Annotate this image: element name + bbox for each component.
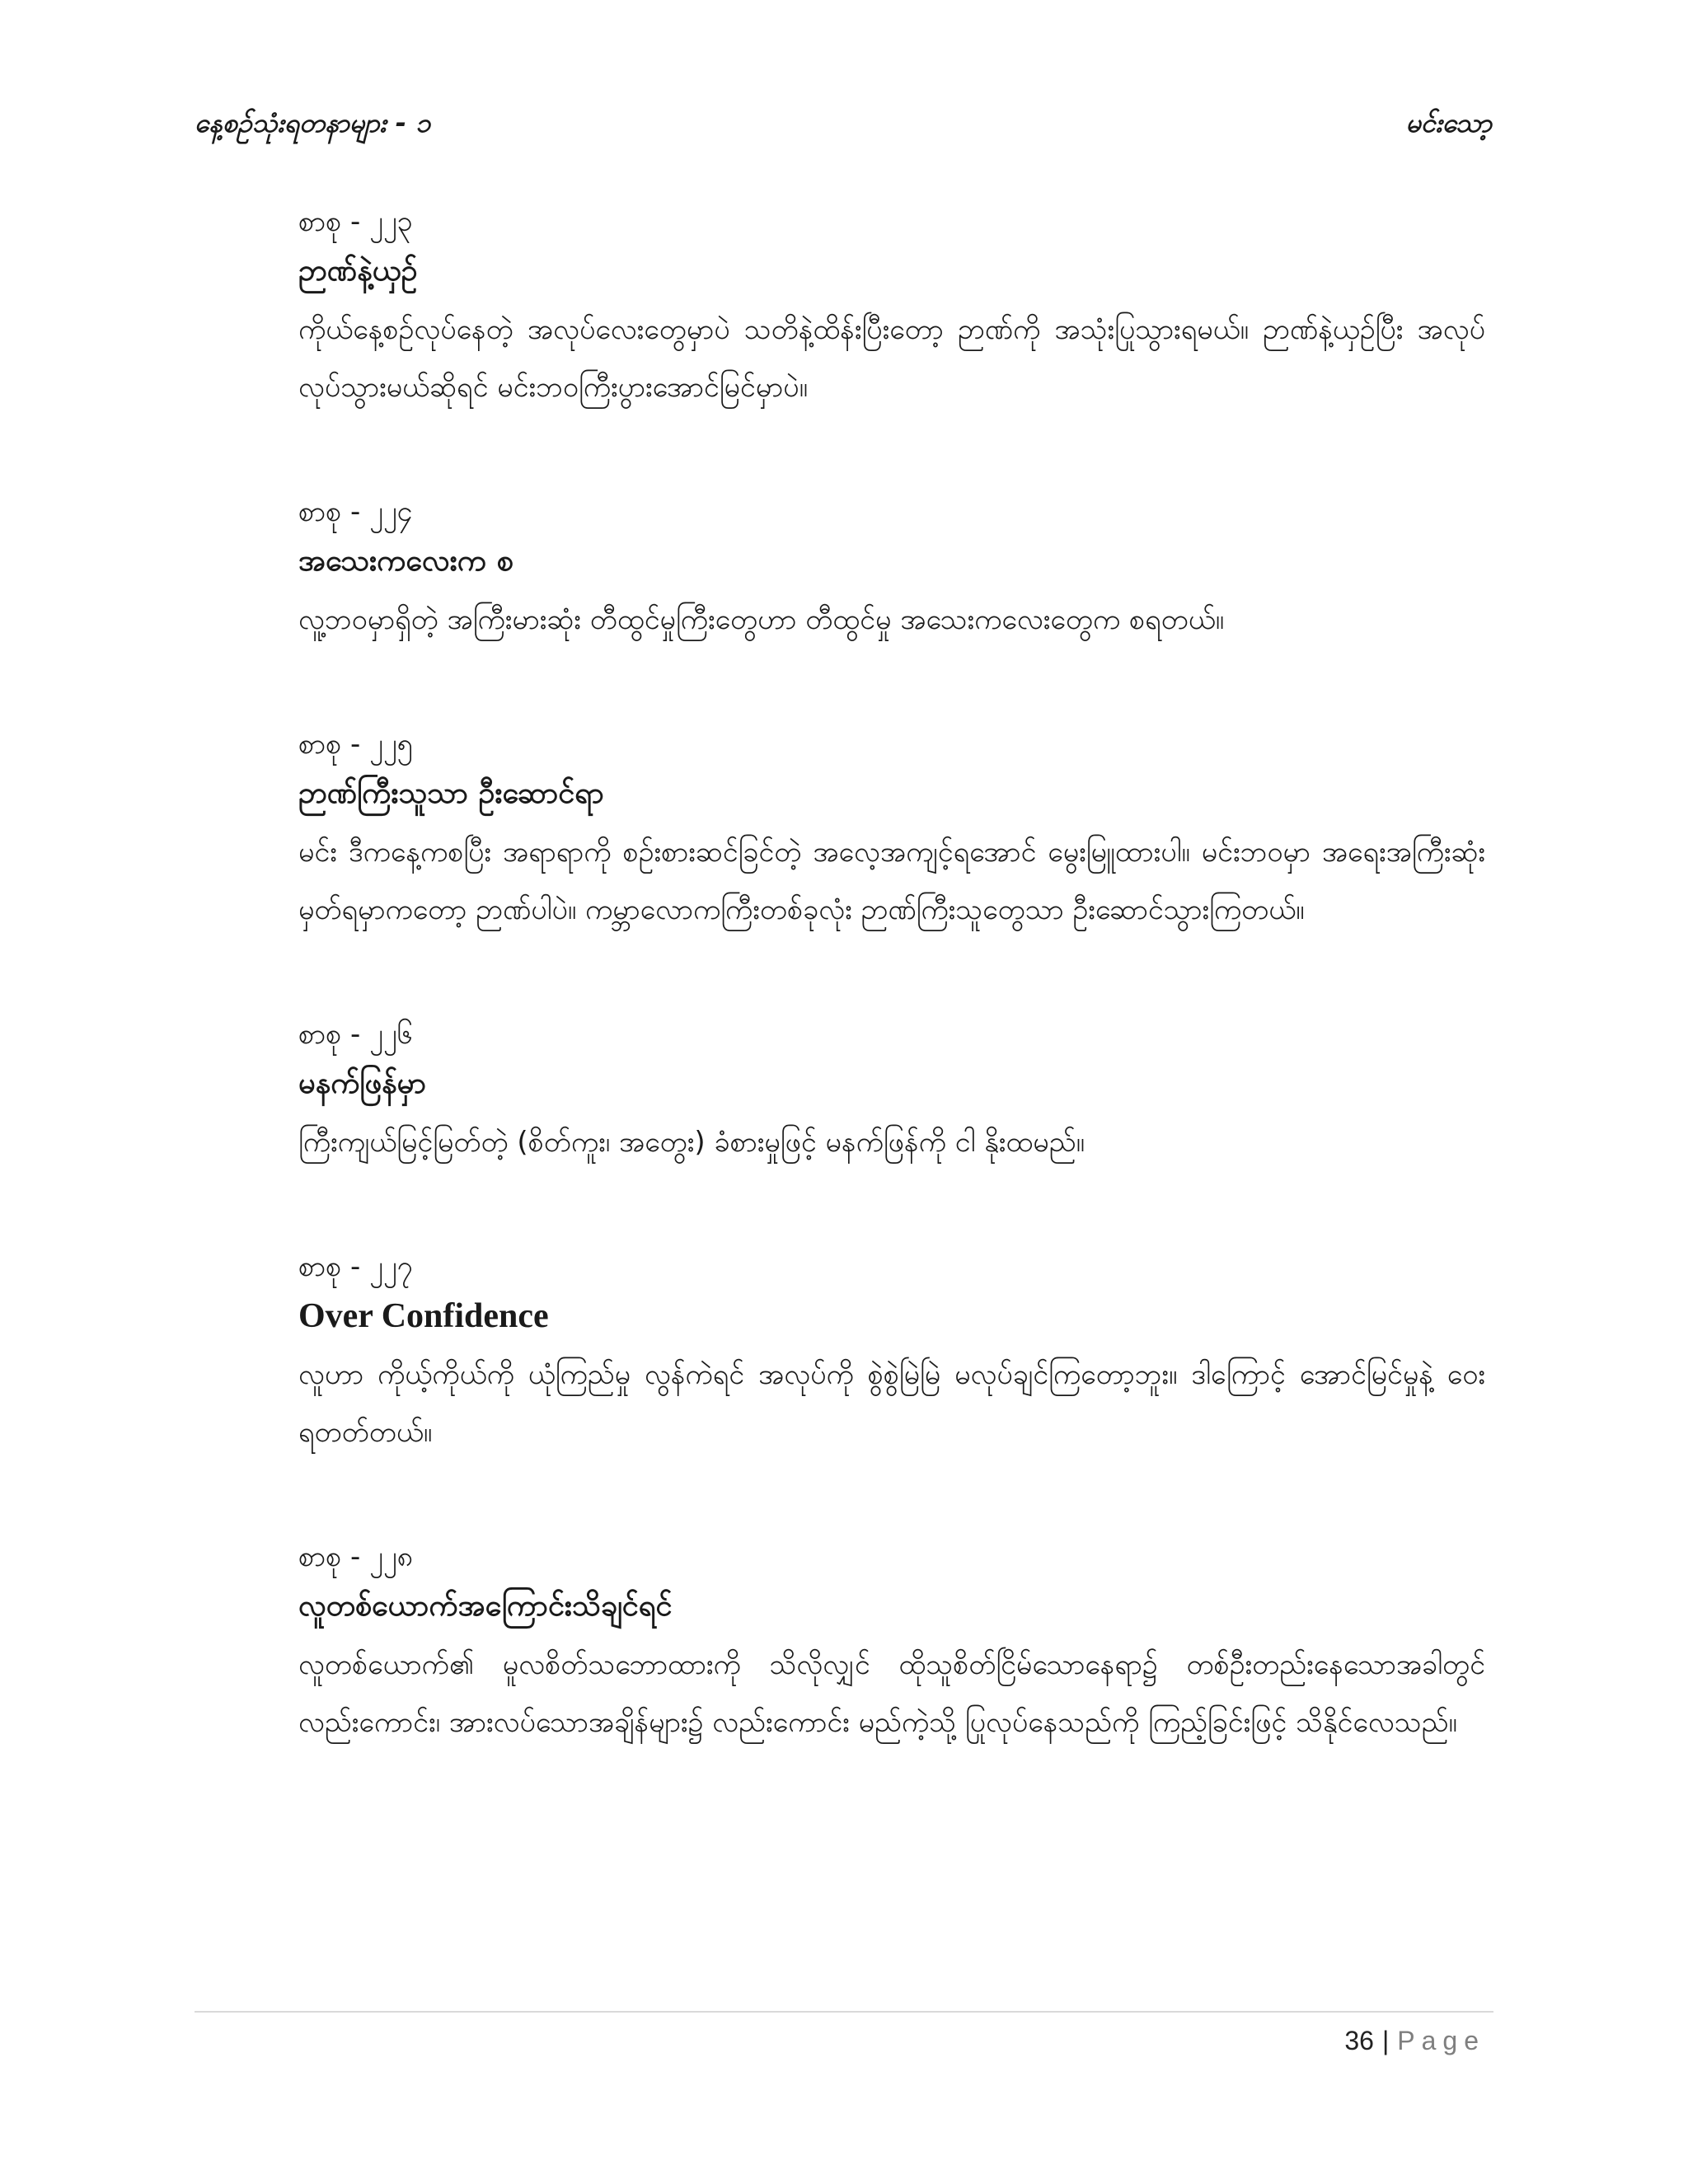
entry-title: Over Confidence (298, 1297, 549, 1335)
entry-title: ဉာဏ်နဲ့ယှဉ် (298, 254, 418, 288)
entry-number: စာစု - ၂၂၃ (298, 205, 413, 238)
page-content (298, 202, 1485, 1827)
running-header-author: မင်းသော့ (1405, 107, 1492, 138)
entry-number: စာစု - ၂၂၅ (298, 728, 413, 761)
entry-title: အသေးကလေးက စ (298, 544, 513, 578)
entry-228 (298, 1537, 1485, 1751)
entry-225 (298, 724, 1485, 939)
entry-number: စာစု - ၂၂၄ (298, 495, 413, 528)
page-label: Page (1397, 2026, 1485, 2055)
entry-224 (298, 492, 1485, 649)
entry-body: ကြီးကျယ်မြင့်မြတ်တဲ့ (စိတ်ကူး၊ အတွေး) ခံစားမှုဖြင့် မနက်ဖြန်ကို ငါ နိုးထမည်။ (298, 1126, 1085, 1159)
entry-number: စာစု - ၂၂၆ (298, 1018, 413, 1051)
running-header-title: နေ့စဉ်သုံးရတနာများ - ၁ (195, 107, 431, 138)
entry-226 (298, 1015, 1485, 1171)
page-number: 36 (1344, 2026, 1374, 2055)
entry-title: လူတစ်ယောက်အကြောင်းသိချင်ရင် (298, 1589, 673, 1623)
entry-number: စာစု - ၂၂၈ (298, 1540, 413, 1573)
entry-223 (298, 202, 1485, 416)
entry-body: ကိုယ်နေ့စဉ်လုပ်နေတဲ့ အလုပ်လေးတွေမှာပဲ သတိနဲ့ထိန်းပြီးတော့ ဉာဏ်ကို အသုံးပြုသွားရမယ်။ ဉာဏ်နဲ့ယှဉ်ပြီး အလုပ်လုပ်သွားမယ်ဆိုရင် မင်းဘဝကြီးပွားအောင်မြင်မှာပဲ။ (298, 313, 1485, 404)
entry-body: လူတစ်ယောက်၏ မူလစိတ်သဘောထားကို သိလိုလျှင် ထိုသူစိတ်ငြိမ်သောနေရာ၌ တစ်ဦးတည်းနေသောအခါတွင် လည်းကောင်း၊ အားလပ်သောအချိန်များ၌ လည်းကောင်း မည်ကဲ့သို့ ပြုလုပ်နေသည်ကို ကြည့်ခြင်းဖြင့် သိနိုင်လေသည်။ (298, 1648, 1485, 1739)
entry-title: ဉာဏ်ကြီးသူသာ ဦးဆောင်ရာ (298, 776, 604, 810)
entry-number: စာစု - ၂၂၇ (298, 1250, 413, 1283)
page-footer (1344, 2026, 1485, 2056)
entry-title: မနက်ဖြန်မှာ (298, 1066, 427, 1100)
entry-body: လူဟာ ကိုယ့်ကိုယ်ကို ယုံကြည်မှု လွန်ကဲရင် အလုပ်ကို စွဲစွဲမြဲမြဲ မလုပ်ချင်ကြတော့ဘူး။ ဒါကြောင့် အောင်မြင်မှုနဲ့ ဝေးရတတ်တယ်။ (298, 1358, 1485, 1449)
footer-separator: | (1381, 2026, 1390, 2055)
entry-body: မင်း ဒီကနေ့ကစပြီး အရာရာကို စဉ်းစားဆင်ခြင်တဲ့ အလေ့အကျင့်ရအောင် မွေးမြူထားပါ။ မင်းဘဝမှာ အရေးအကြီးဆုံး မှတ်ရမှာကတော့ ဉာဏ်ပါပဲ။ ကမ္ဘာလောကကြီးတစ်ခုလုံး ဉာဏ်ကြီးသူတွေသာ ဦးဆောင်သွားကြတယ်။ (298, 836, 1485, 926)
footer-divider (195, 2011, 1493, 2013)
entry-body: လူ့ဘဝမှာရှိတဲ့ အကြီးမားဆုံး တီထွင်မှုကြီးတွေဟာ တီထွင်မှု အသေးကလေးတွေက စရတယ်။ (298, 603, 1225, 636)
entry-227 (298, 1247, 1485, 1461)
